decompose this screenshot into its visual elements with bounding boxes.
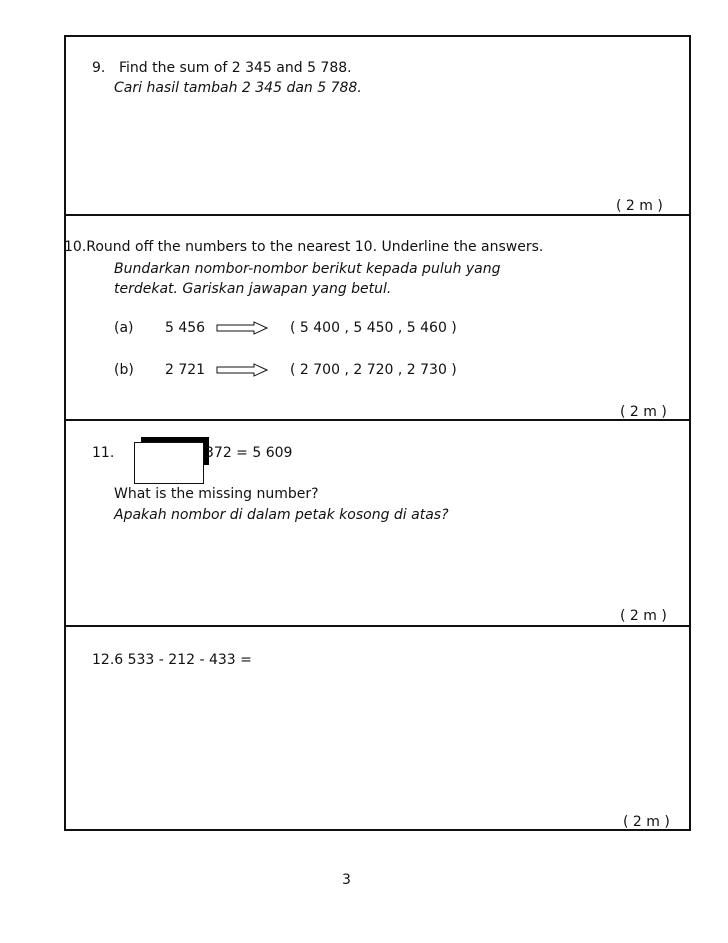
divider [64, 829, 691, 831]
answer-options: ( 2 700 , 2 720 , 2 730 ) [290, 362, 457, 378]
page-number: 3 [342, 872, 351, 888]
equation-text: 372 = 5 609 [205, 445, 293, 461]
divider [64, 625, 691, 627]
divider [64, 419, 691, 421]
part-number: 2 721 [165, 362, 206, 378]
question-frame [64, 35, 691, 831]
question-text: 12.6 533 - 212 - 433 = [92, 652, 252, 668]
marks-label: ( 2 m ) [620, 608, 667, 624]
part-label: (b) [114, 362, 134, 378]
arrow-right-icon [216, 363, 268, 377]
question-text-ms: Cari hasil tambah 2 345 dan 5 788. [114, 80, 362, 96]
question-text-ms-line1: Bundarkan nombor-nombor berikut kepada puluh yang [114, 261, 501, 277]
divider [64, 214, 691, 216]
question-text-en: Find the sum of 2 345 and 5 788. [119, 60, 352, 76]
question-number: 9. [92, 60, 106, 76]
marks-label: ( 2 m ) [616, 198, 663, 214]
part-label: (a) [114, 320, 134, 336]
question-text-en: 10.Round off the numbers to the nearest 10. Underline the answers. [64, 239, 544, 255]
answer-box [134, 442, 204, 484]
marks-label: ( 2 m ) [623, 814, 670, 830]
question-text-ms-line2: terdekat. Gariskan jawapan yang betul. [114, 281, 392, 297]
question-text-en: What is the missing number? [114, 486, 319, 502]
question-number: 11. [92, 445, 115, 461]
marks-label: ( 2 m ) [620, 404, 667, 420]
answer-options: ( 5 400 , 5 450 , 5 460 ) [290, 320, 457, 336]
part-number: 5 456 [165, 320, 206, 336]
question-text-ms: Apakah nombor di dalam petak kosong di atas? [114, 507, 449, 523]
arrow-right-icon [216, 321, 268, 335]
